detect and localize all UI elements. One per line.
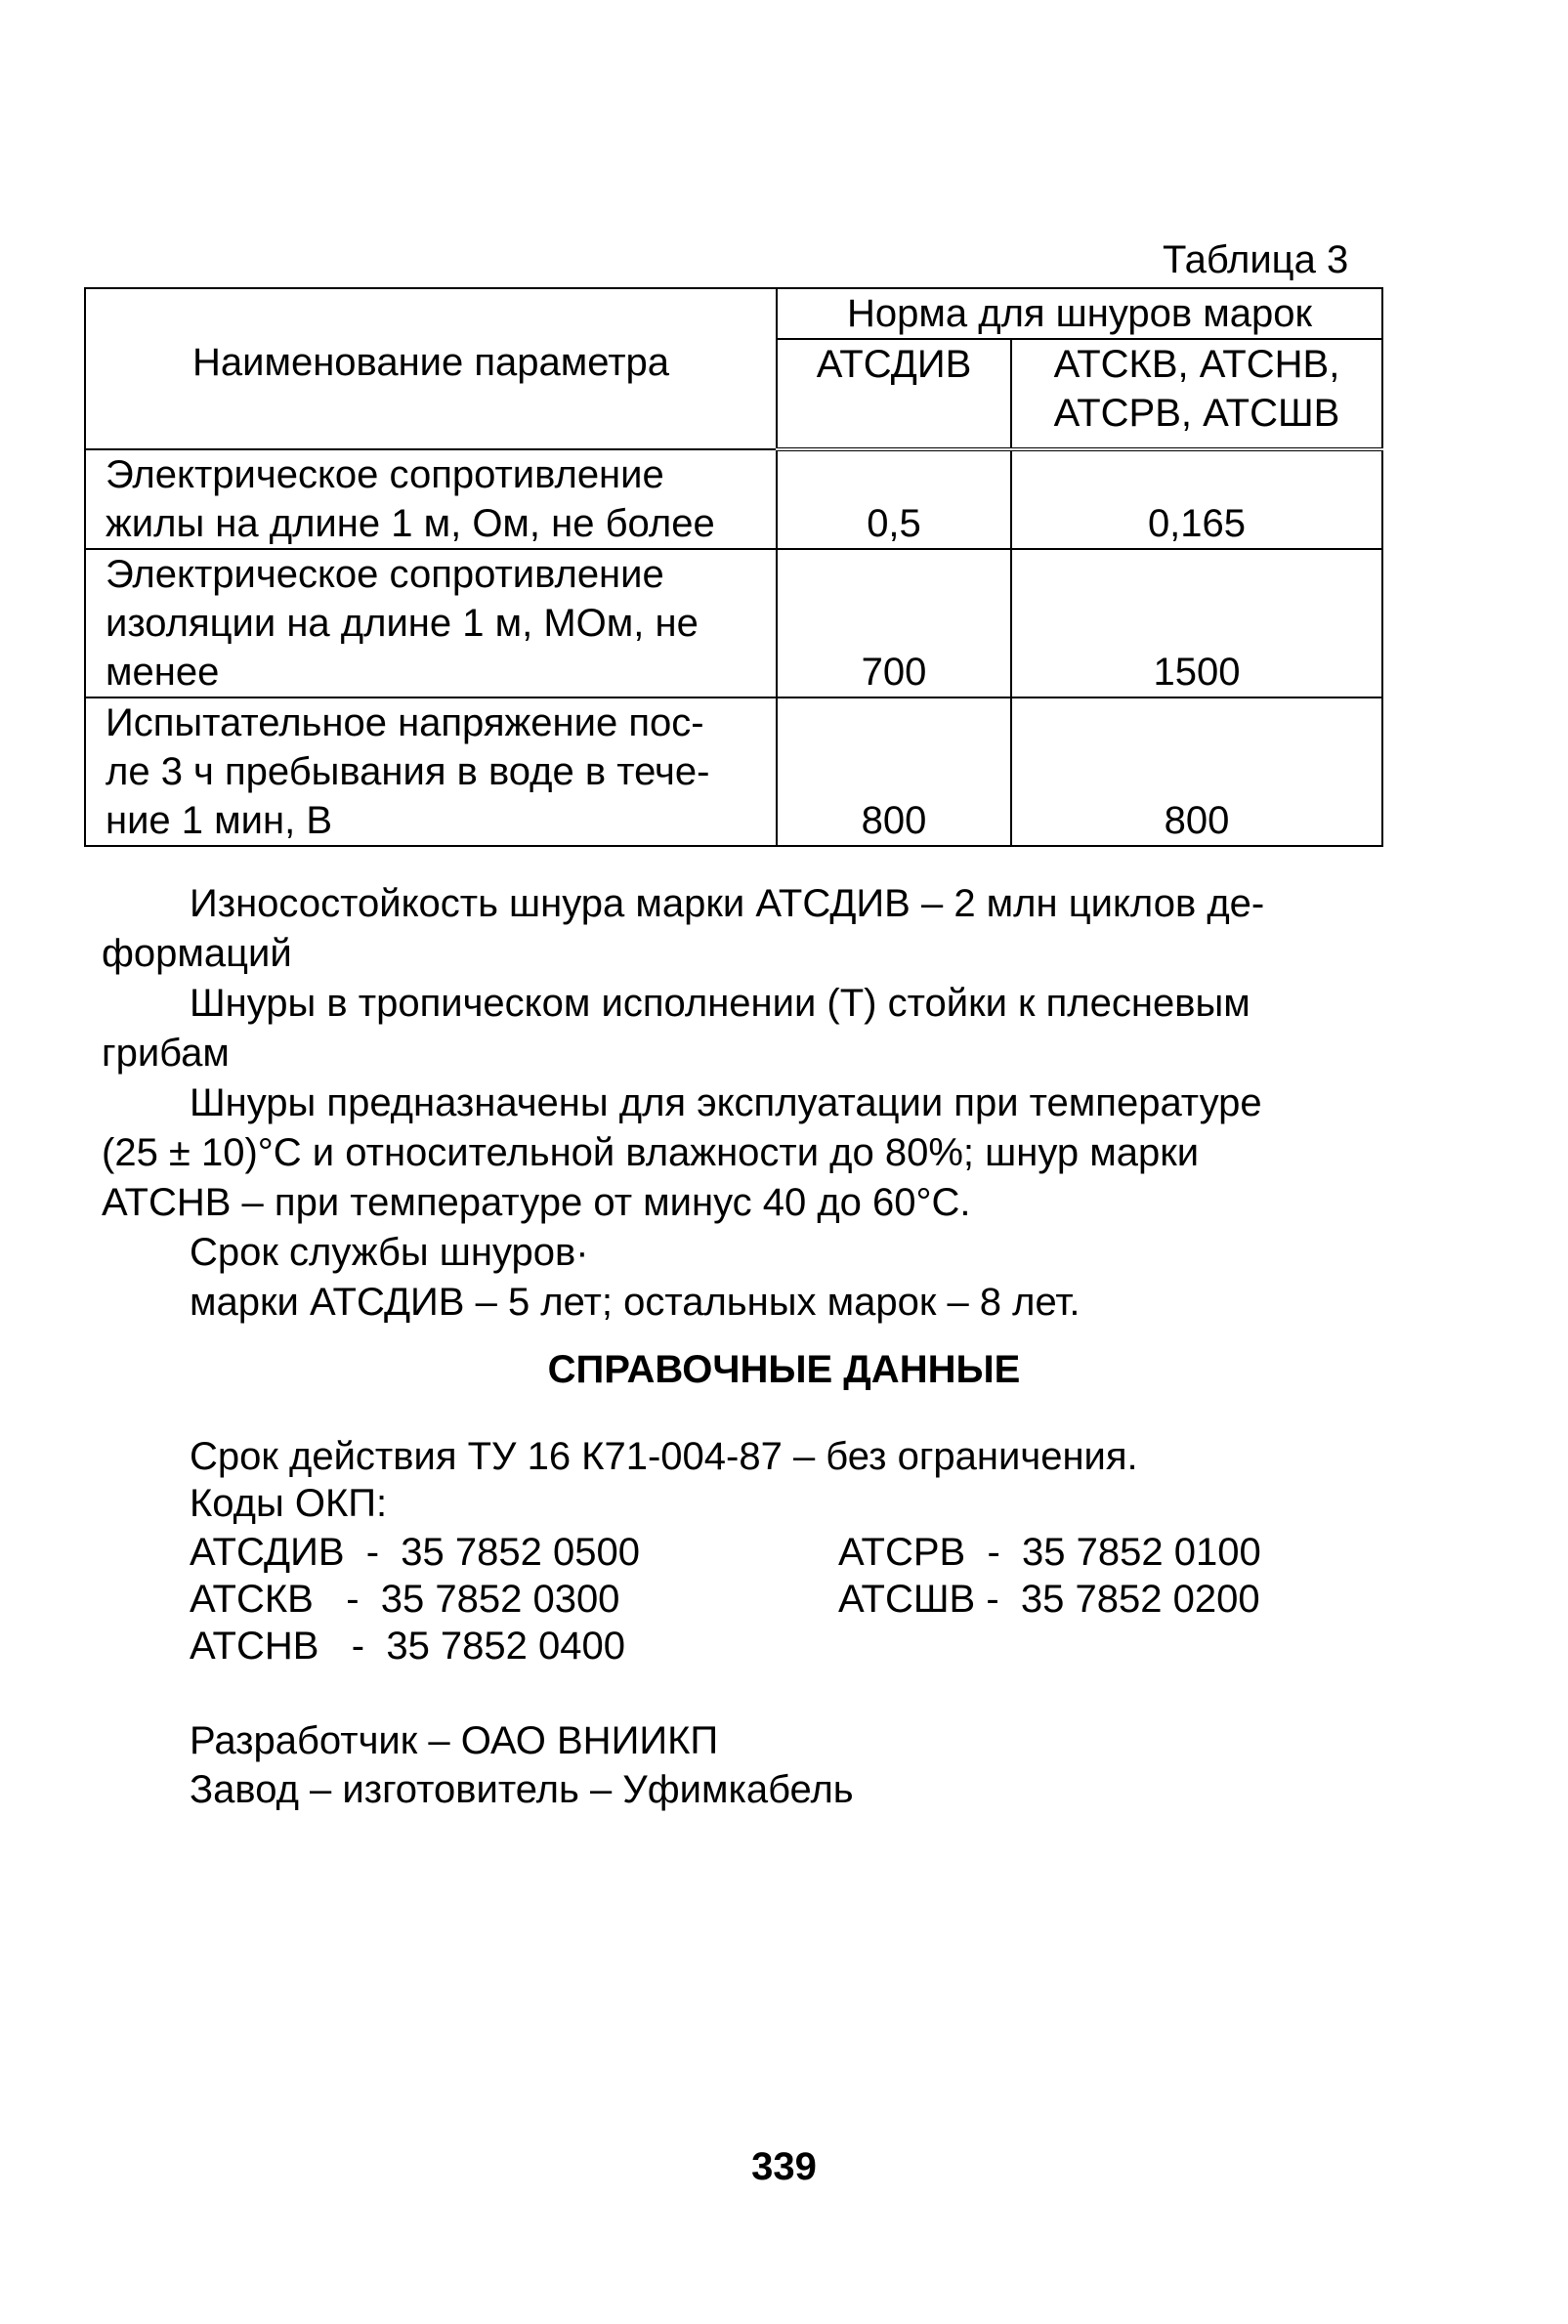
row-name-line: ле 3 ч пребывания в воде в тече-: [106, 750, 710, 793]
row-name-line: Электрическое сопротивление: [106, 553, 664, 596]
paragraph-line: грибам: [102, 1032, 230, 1075]
manufacturer-text: Завод – изготовитель – Уфимкабель: [190, 1768, 854, 1811]
header-parameter-name: Наименование параметра: [85, 288, 777, 449]
row-name-line: менее: [106, 651, 220, 694]
row-parameter-name: [85, 549, 777, 697]
table-caption: Таблица 3: [1163, 238, 1349, 281]
page-number: 339: [751, 2145, 817, 2188]
row-value-atsdiv: 700: [777, 549, 1011, 697]
okp-label: Коды ОКП:: [190, 1482, 388, 1525]
row-name-line: ние 1 мин, В: [106, 799, 332, 842]
paragraph-line: формаций: [102, 932, 292, 975]
paragraph-line: Срок службы шнуров·: [190, 1231, 589, 1274]
paragraph-tropical: [102, 979, 1354, 1078]
table-row: [85, 449, 1382, 549]
paragraph-wear-resistance: [102, 879, 1354, 979]
table-header-row: [85, 288, 1382, 339]
row-parameter-name: [85, 697, 777, 846]
row-name-line: изоляции на длине 1 м, МОм, не: [106, 602, 699, 645]
row-name-line: Электрическое сопротивление: [106, 453, 664, 496]
paragraph-line: марки АТСДИВ – 5 лет; остальных марок – 8 лет.: [190, 1281, 1081, 1324]
validity-text: Срок действия ТУ 16 К71-004-87 – без ограничения.: [190, 1435, 1138, 1478]
header-col-other-line2: АТСРВ, АТСШВ: [1053, 392, 1340, 435]
okp-code: АТСРВ - 35 7852 0100: [838, 1531, 1261, 1574]
developer-text: Разработчик – ОАО ВНИИКП: [190, 1719, 719, 1762]
okp-code: АТСКВ - 35 7852 0300: [190, 1578, 620, 1621]
okp-code: АТСДИВ - 35 7852 0500: [190, 1531, 640, 1574]
row-parameter-name: [85, 449, 777, 549]
row-value-other: 0,165: [1011, 449, 1382, 549]
paragraph-line: АТСНВ – при температуре от минус 40 до 60°С.: [102, 1181, 971, 1224]
row-name-line: Испытательное напряжение пос-: [106, 701, 704, 744]
specification-table: [84, 287, 1383, 847]
paragraph-line: Шнуры предназначены для эксплуатации при температуре: [190, 1081, 1262, 1124]
okp-code: АТСШВ - 35 7852 0200: [838, 1578, 1260, 1621]
paragraph-service-life: [102, 1228, 1354, 1328]
row-value-other: 800: [1011, 697, 1382, 846]
okp-code: АТСНВ - 35 7852 0400: [190, 1625, 626, 1668]
paragraph-line: (25 ± 10)°С и относительной влажности до 80%; шнур марки: [102, 1131, 1200, 1174]
row-value-other: 1500: [1011, 549, 1382, 697]
section-title: СПРАВОЧНЫЕ ДАННЫЕ: [547, 1348, 1021, 1391]
header-col-atsdiv: АТСДИВ: [777, 339, 1011, 449]
row-value-atsdiv: 800: [777, 697, 1011, 846]
header-col-other-brands: [1011, 339, 1382, 449]
row-name-line: жилы на длине 1 м, Ом, не более: [106, 502, 715, 545]
paragraph-line: Шнуры в тропическом исполнении (Т) стойки к плесневым: [190, 982, 1250, 1025]
header-col-other-line1: АТСКВ, АТСНВ,: [1053, 343, 1340, 386]
paragraph-operating-conditions: [102, 1078, 1354, 1228]
table-row: [85, 697, 1382, 846]
header-norm: Норма для шнуров марок: [777, 288, 1382, 339]
table-row: [85, 549, 1382, 697]
row-value-atsdiv: 0,5: [777, 449, 1011, 549]
paragraph-line: Износостойкость шнура марки АТСДИВ – 2 млн циклов де-: [190, 882, 1265, 925]
